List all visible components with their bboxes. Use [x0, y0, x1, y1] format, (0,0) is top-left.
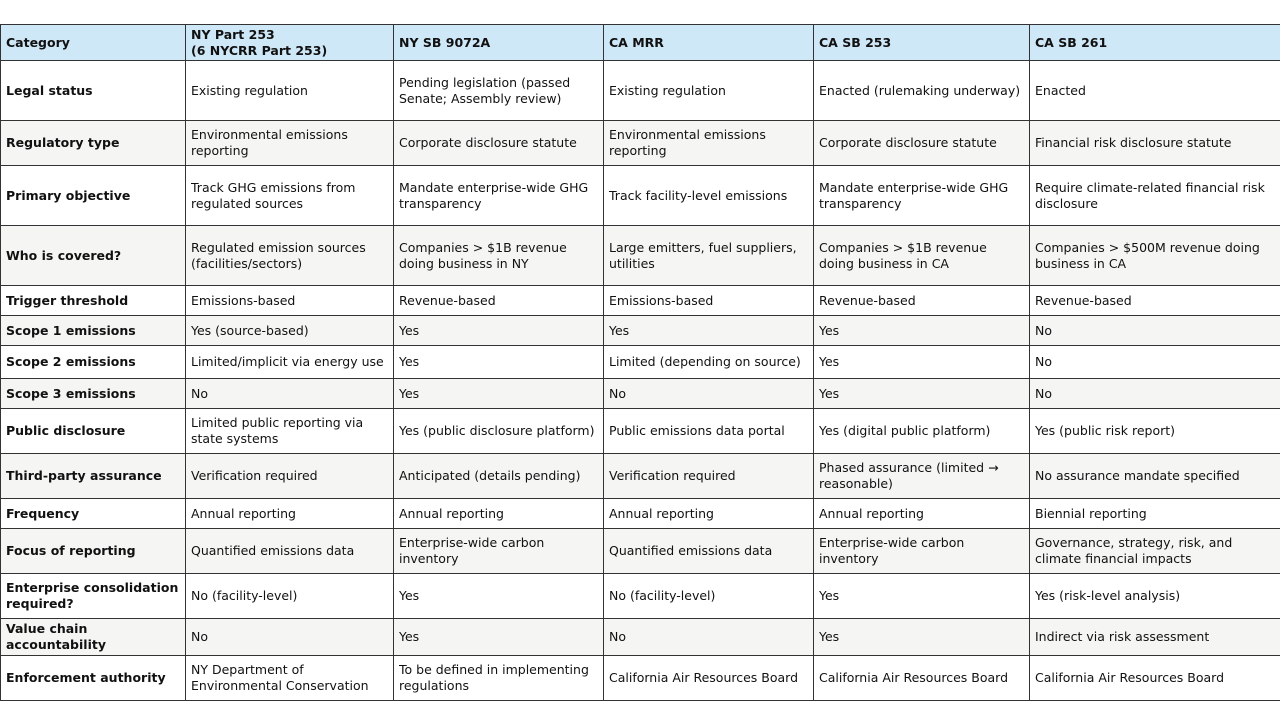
table-cell: Limited/implicit via energy use — [186, 346, 394, 379]
table-cell: Verification required — [604, 454, 814, 499]
table-cell: Yes — [604, 316, 814, 346]
table-cell: Yes (digital public platform) — [814, 409, 1030, 454]
table-cell: Companies > $1B revenue doing business in CA — [814, 226, 1030, 286]
row-category-label: Third-party assurance — [1, 454, 186, 499]
table-cell: Pending legislation (passed Senate; Assembly review) — [394, 61, 604, 121]
table-cell: No — [186, 379, 394, 409]
column-header — [186, 25, 394, 61]
table-row — [1, 656, 1280, 701]
column-header — [394, 25, 604, 61]
table-cell: California Air Resources Board — [604, 656, 814, 701]
row-category-label: Enforcement authority — [1, 656, 186, 701]
table-cell: Revenue-based — [814, 286, 1030, 316]
table-cell: Emissions-based — [604, 286, 814, 316]
table-cell: Phased assurance (limited → reasonable) — [814, 454, 1030, 499]
table-cell: Annual reporting — [186, 499, 394, 529]
column-header — [1030, 25, 1280, 61]
table-cell: Existing regulation — [186, 61, 394, 121]
table-cell: Yes — [814, 574, 1030, 619]
table-cell: Verification required — [186, 454, 394, 499]
table-cell: Mandate enterprise-wide GHG transparency — [394, 166, 604, 226]
table-header — [1, 25, 1280, 61]
table-cell: Yes — [814, 316, 1030, 346]
table-body — [1, 61, 1280, 701]
row-category-label: Frequency — [1, 499, 186, 529]
table-cell: Annual reporting — [814, 499, 1030, 529]
table-cell: No — [1030, 379, 1280, 409]
table-cell: Financial risk disclosure statute — [1030, 121, 1280, 166]
column-header-text: CA SB 261 — [1035, 34, 1108, 50]
table-cell: No — [604, 379, 814, 409]
table-cell: Yes (source-based) — [186, 316, 394, 346]
table-cell: Revenue-based — [394, 286, 604, 316]
table-row — [1, 121, 1280, 166]
table-cell: Regulated emission sources (facilities/sectors) — [186, 226, 394, 286]
table-cell: Public emissions data portal — [604, 409, 814, 454]
table-cell: Yes — [394, 619, 604, 656]
table-cell: California Air Resources Board — [1030, 656, 1280, 701]
table-cell: Companies > $500M revenue doing business in CA — [1030, 226, 1280, 286]
column-header — [604, 25, 814, 61]
table-cell: Yes (risk-level analysis) — [1030, 574, 1280, 619]
table-cell: Quantified emissions data — [186, 529, 394, 574]
table-cell: No assurance mandate specified — [1030, 454, 1280, 499]
column-header — [814, 25, 1030, 61]
table-cell: Track GHG emissions from regulated sources — [186, 166, 394, 226]
table-cell: Companies > $1B revenue doing business in NY — [394, 226, 604, 286]
table-row — [1, 409, 1280, 454]
table-cell: Track facility-level emissions — [604, 166, 814, 226]
table-cell: Enterprise-wide carbon inventory — [814, 529, 1030, 574]
table-cell: Existing regulation — [604, 61, 814, 121]
comparison-table-wrapper — [0, 24, 1280, 701]
table-cell: Yes — [394, 379, 604, 409]
table-row — [1, 379, 1280, 409]
column-header-text: Category — [6, 34, 70, 50]
column-header-text: NY Part 253 — [191, 26, 275, 42]
table-cell: Environmental emissions reporting — [604, 121, 814, 166]
table-row — [1, 574, 1280, 619]
table-cell: No (facility-level) — [186, 574, 394, 619]
header-row — [1, 25, 1280, 61]
column-header-text: CA MRR — [609, 34, 664, 50]
table-cell: Limited (depending on source) — [604, 346, 814, 379]
table-cell: Yes — [394, 346, 604, 379]
table-cell: Environmental emissions reporting — [186, 121, 394, 166]
table-cell: To be defined in implementing regulations — [394, 656, 604, 701]
table-cell: Yes — [814, 379, 1030, 409]
table-cell: No — [186, 619, 394, 656]
table-cell: No — [1030, 346, 1280, 379]
table-row — [1, 166, 1280, 226]
table-row — [1, 226, 1280, 286]
table-cell: Enacted (rulemaking underway) — [814, 61, 1030, 121]
table-row — [1, 316, 1280, 346]
column-header — [1, 25, 186, 61]
table-row — [1, 286, 1280, 316]
table-cell: Quantified emissions data — [604, 529, 814, 574]
row-category-label: Scope 2 emissions — [1, 346, 186, 379]
table-row — [1, 346, 1280, 379]
row-category-label: Value chain accountability — [1, 619, 186, 656]
table-cell: Large emitters, fuel suppliers, utilities — [604, 226, 814, 286]
table-cell: NY Department of Environmental Conservation — [186, 656, 394, 701]
table-cell: Yes — [814, 346, 1030, 379]
table-row — [1, 454, 1280, 499]
row-category-label: Focus of reporting — [1, 529, 186, 574]
table-cell: Annual reporting — [394, 499, 604, 529]
table-cell: Governance, strategy, risk, and climate financial impacts — [1030, 529, 1280, 574]
table-cell: Annual reporting — [604, 499, 814, 529]
table-cell: Limited public reporting via state systems — [186, 409, 394, 454]
table-cell: Require climate-related financial risk disclosure — [1030, 166, 1280, 226]
column-header-text: NY SB 9072A — [399, 34, 491, 50]
row-category-label: Scope 1 emissions — [1, 316, 186, 346]
table-cell: No — [604, 619, 814, 656]
table-row — [1, 529, 1280, 574]
row-category-label: Trigger threshold — [1, 286, 186, 316]
row-category-label: Legal status — [1, 61, 186, 121]
row-category-label: Regulatory type — [1, 121, 186, 166]
table-cell: Indirect via risk assessment — [1030, 619, 1280, 656]
table-cell: Yes — [394, 316, 604, 346]
table-cell: Enterprise-wide carbon inventory — [394, 529, 604, 574]
table-cell: Anticipated (details pending) — [394, 454, 604, 499]
table-row — [1, 499, 1280, 529]
table-row — [1, 619, 1280, 656]
table-cell: Yes — [814, 619, 1030, 656]
table-cell: California Air Resources Board — [814, 656, 1030, 701]
row-category-label: Public disclosure — [1, 409, 186, 454]
table-cell: Emissions-based — [186, 286, 394, 316]
row-category-label: Scope 3 emissions — [1, 379, 186, 409]
table-cell: Enacted — [1030, 61, 1280, 121]
row-category-label: Enterprise consolidation required? — [1, 574, 186, 619]
table-cell: Corporate disclosure statute — [814, 121, 1030, 166]
column-header-text: CA SB 253 — [819, 34, 892, 50]
row-category-label: Primary objective — [1, 166, 186, 226]
table-cell: Yes — [394, 574, 604, 619]
table-cell: No — [1030, 316, 1280, 346]
column-header-text: (6 NYCRR Part 253) — [191, 42, 328, 58]
table-cell: Mandate enterprise-wide GHG transparency — [814, 166, 1030, 226]
table-cell: Yes (public risk report) — [1030, 409, 1280, 454]
row-category-label: Who is covered? — [1, 226, 186, 286]
table-cell: Corporate disclosure statute — [394, 121, 604, 166]
table-cell: Revenue-based — [1030, 286, 1280, 316]
table-cell: Yes (public disclosure platform) — [394, 409, 604, 454]
regulation-comparison-table — [0, 24, 1280, 701]
table-cell: Biennial reporting — [1030, 499, 1280, 529]
table-cell: No (facility-level) — [604, 574, 814, 619]
table-row — [1, 61, 1280, 121]
